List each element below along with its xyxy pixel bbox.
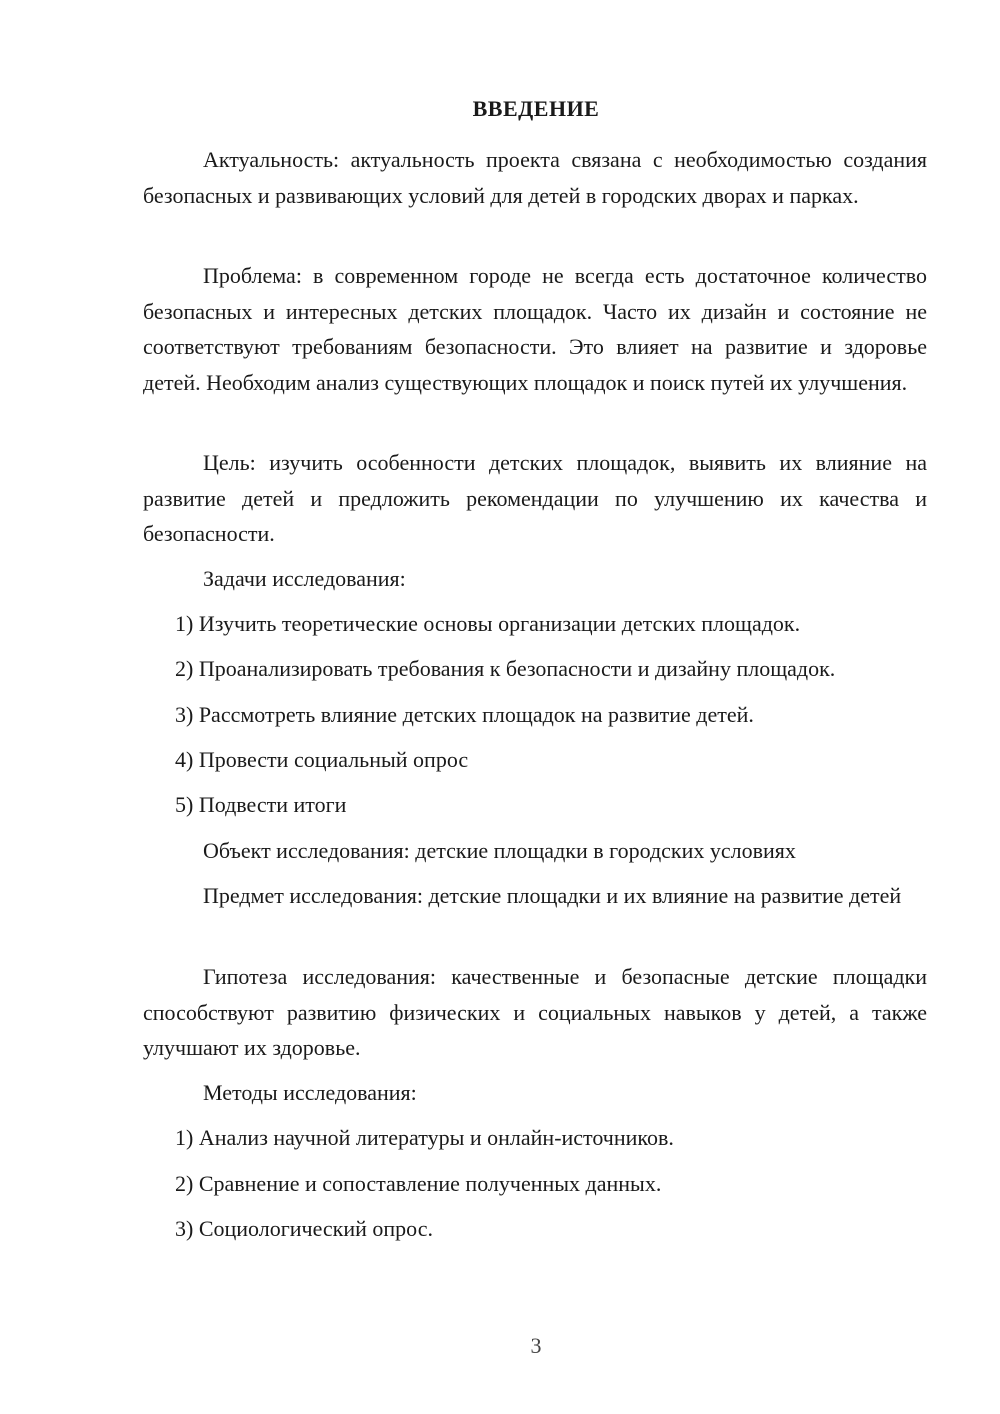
task-item: 3) Рассмотреть влияние детских площадок на развитие детей. bbox=[175, 702, 754, 727]
subject-paragraph: Предмет исследования: детские площадки и их влияние на развитие детей bbox=[203, 883, 902, 908]
task-item: 5) Подвести итоги bbox=[175, 792, 347, 817]
tasks-heading: Задачи исследования: bbox=[203, 566, 406, 591]
method-item: 3) Социологический опрос. bbox=[175, 1216, 433, 1241]
method-item: 2) Сравнение и сопоставление полученных данных. bbox=[175, 1171, 662, 1196]
page-number: 3 bbox=[530, 1333, 542, 1358]
methods-heading: Методы исследования: bbox=[203, 1080, 417, 1105]
problem-paragraph: Проблема: в современном городе не всегда есть достаточное количество безопасных и интересных детских площадок. Часто их дизайн и состояние не соответствуют требованиям безопасности. Это влияет на развитие и здоровье детей. Необходим анализ существующих площадок и поиск путей их улучшения. bbox=[143, 263, 927, 395]
task-item: 4) Провести социальный опрос bbox=[175, 747, 469, 772]
hypothesis-paragraph: Гипотеза исследования: качественные и безопасные детские площадки способствуют развитию физических и социальных навыков у детей, а также улучшают их здоровье. bbox=[143, 964, 927, 1060]
object-line: Объект исследования: детские площадки в городских условиях bbox=[203, 838, 796, 863]
task-item: 1) Изучить теоретические основы организации детских площадок. bbox=[175, 611, 801, 636]
relevance-paragraph: Актуальность: актуальность проекта связана с необходимостью создания безопасных и развивающих условий для детей в городских дворах и парках. bbox=[143, 147, 927, 208]
task-item: 2) Проанализировать требования к безопасности и дизайну площадок. bbox=[175, 656, 836, 681]
goal-paragraph: Цель: изучить особенности детских площадок, выявить их влияние на развитие детей и предложить рекомендации по улучшению их качества и безопасности. bbox=[143, 450, 927, 546]
section-heading: ВВЕДЕНИЕ bbox=[472, 96, 600, 121]
method-item: 1) Анализ научной литературы и онлайн-источников. bbox=[175, 1125, 674, 1150]
